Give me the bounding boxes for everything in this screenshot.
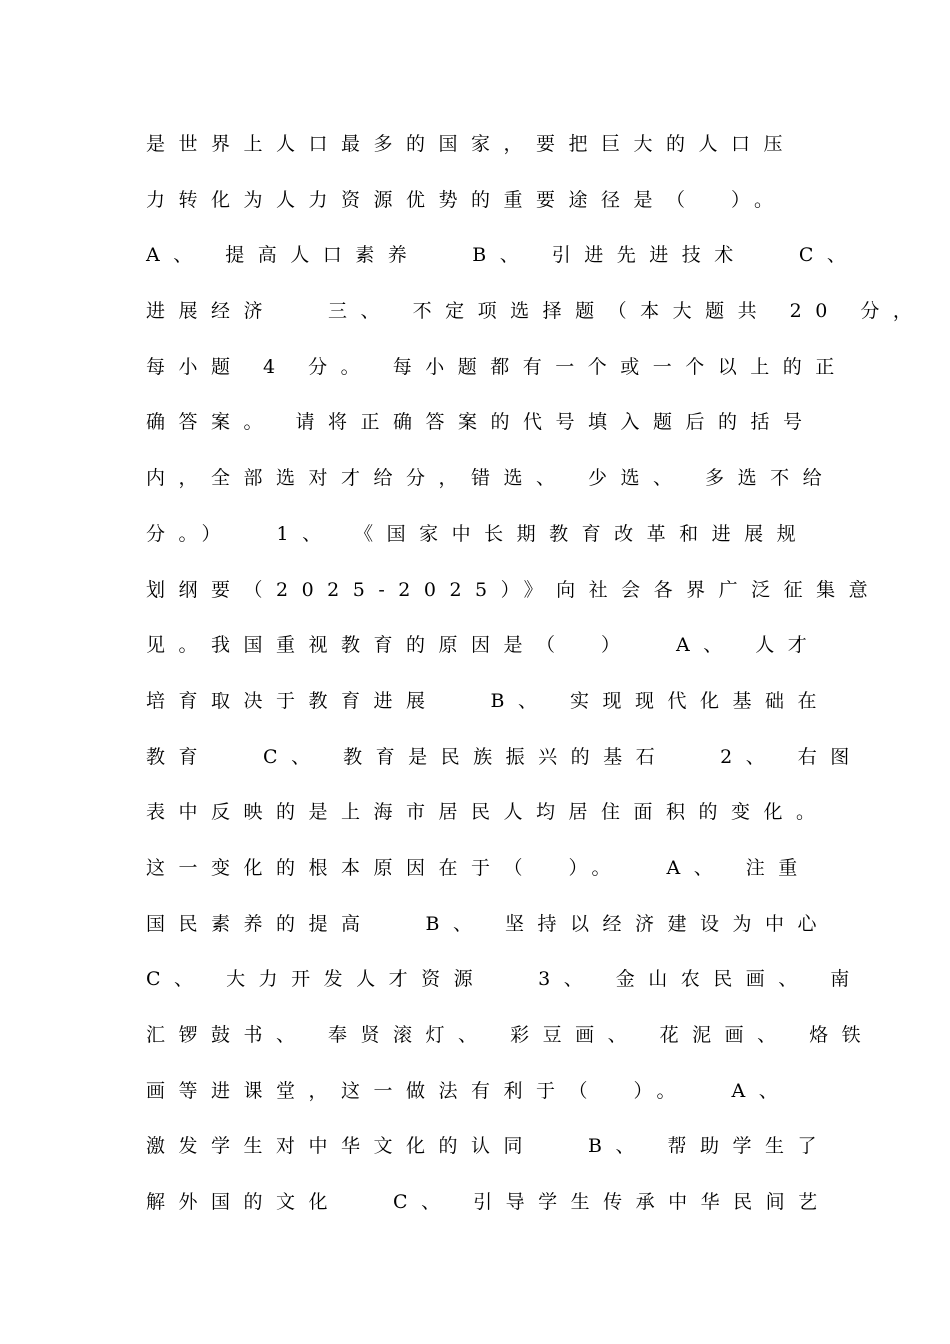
text-line: 表中反映的是上海市居民人均居住面积的变化。 — [146, 801, 829, 824]
text-line: 分。） 1、 《国家中长期教育改革和进展规 — [146, 522, 810, 545]
text-line: 进展经济 三、 不定项选择题（本大题共 20 分， — [146, 300, 926, 323]
text-line: C、 大力开发人才资源 3、 金山农民画、 南 — [146, 968, 863, 991]
body-text — [146, 126, 926, 1240]
text-line: 教育 C、 教育是民族振兴的基石 2、 右图 — [146, 745, 863, 768]
text-line: 力转化为人力资源优势的重要途径是（ ）。 — [146, 188, 787, 211]
text-line: 这一变化的根本原因在于（ ）。 A、 注重 — [146, 856, 811, 879]
text-line: 见。我国重视教育的原因是（ ） A、 人才 — [146, 634, 821, 657]
text-line: 画等进课堂，这一做法有利于（ ）。 A、 — [146, 1079, 792, 1102]
text-line: 确答案。 请将正确答案的代号填入题后的括号 — [146, 411, 816, 434]
text-line: 解外国的文化 C、 引导学生传承中华民间艺 — [146, 1191, 831, 1214]
text-line: 是世界上人口最多的国家，要把巨大的人口压 — [146, 133, 797, 155]
text-line: 每小题 4 分。 每小题都有一个或一个以上的正 — [146, 355, 848, 378]
text-line: 激发学生对中华文化的认同 B、 帮助学生了 — [146, 1135, 831, 1158]
text-line: 国民素养的提高 B、 坚持以经济建设为中心 — [146, 912, 831, 935]
text-line: 培育取决于教育进展 B、 实现现代化基础在 — [146, 689, 831, 712]
text-line: 内，全部选对才给分，错选、 少选、 多选不给 — [146, 467, 836, 490]
text-line: A、 提高人口素养 B、 引进先进技术 C、 — [146, 244, 860, 267]
text-line: 汇锣鼓书、 奉贤滚灯、 彩豆画、 花泥画、 烙铁 — [146, 1024, 875, 1046]
text-line: 划纲要（2025-2025）》向社会各界广泛征集意 — [146, 578, 882, 601]
